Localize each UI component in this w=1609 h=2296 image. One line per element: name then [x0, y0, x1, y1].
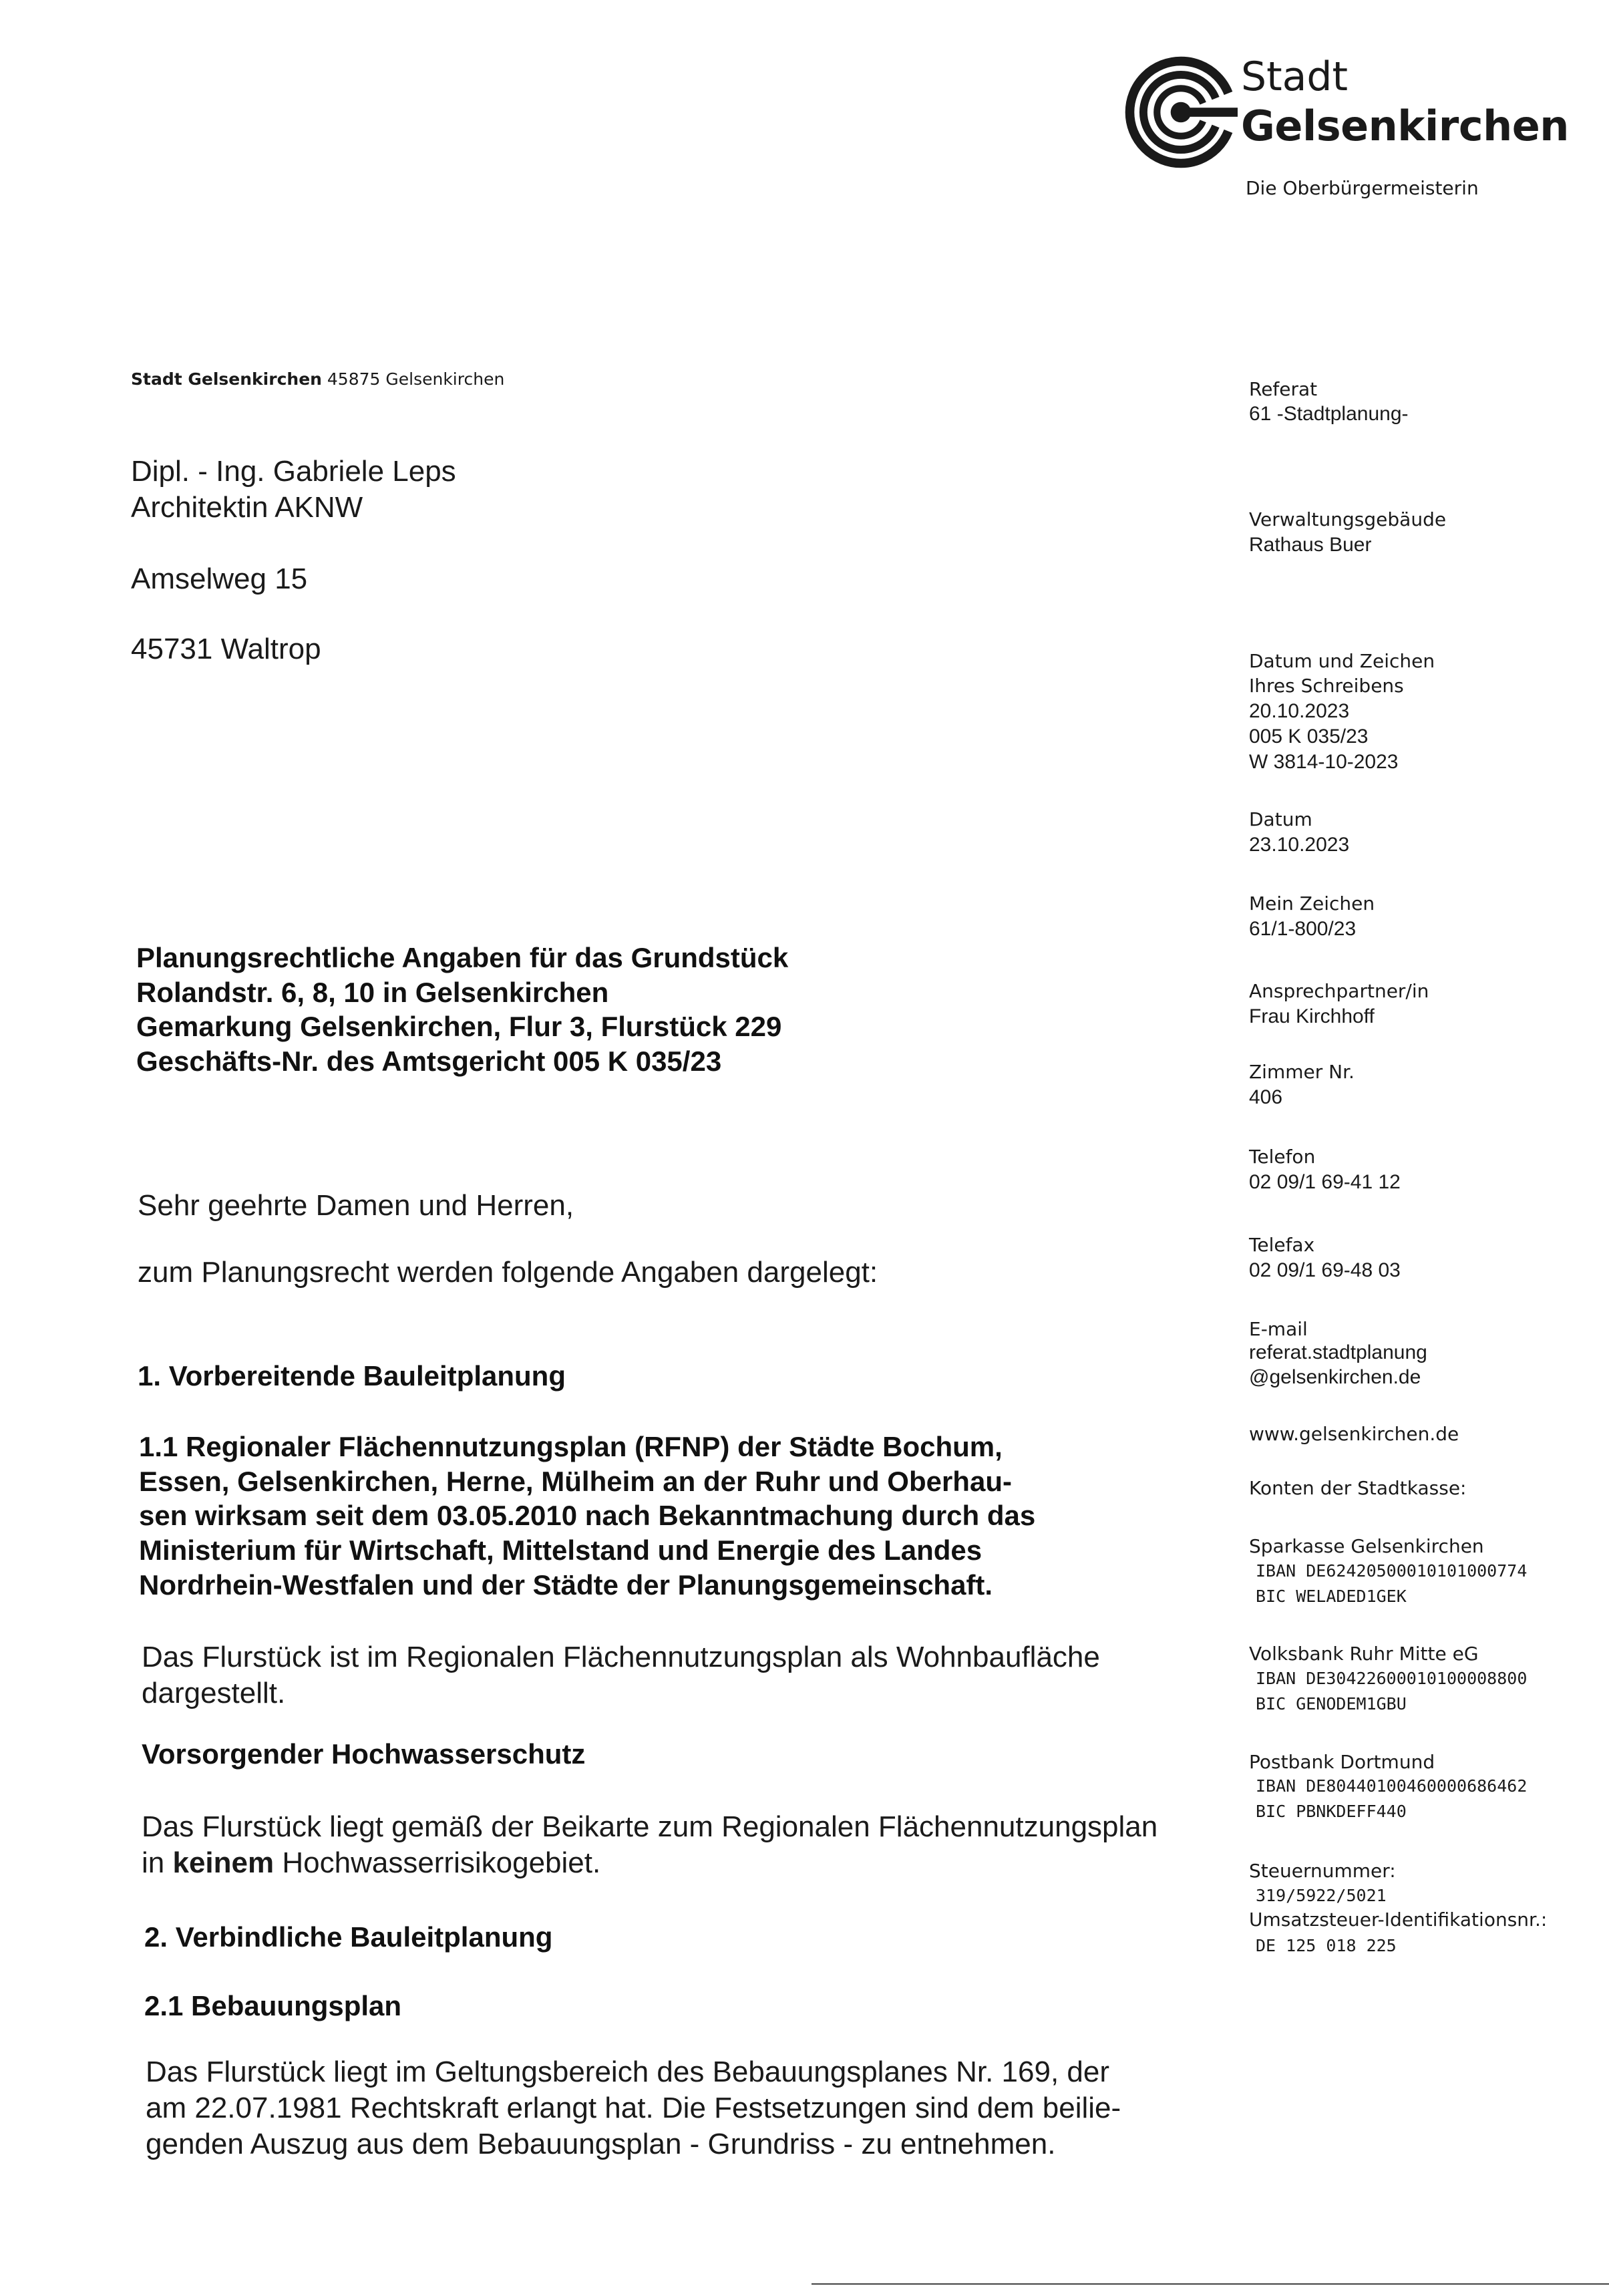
phone-value: 02 09/1 69-41 12: [1249, 1171, 1401, 1193]
bank3-iban: IBAN DE80440100460000686462: [1256, 1776, 1528, 1796]
recipient-city: 45731 Waltrop: [131, 633, 321, 665]
your-ref-1: 005 K 035/23: [1249, 725, 1369, 748]
bplan-line-1: Das Flurstück liegt im Geltungsbereich des Bebauungsplanes Nr. 169, der: [146, 2056, 1109, 2088]
footer-rule: [812, 2283, 1609, 2285]
tax-label: Steuernummer:: [1249, 1860, 1396, 1882]
bank3-bic: BIC PBNKDEFF440: [1256, 1802, 1407, 1821]
website: www.gelsenkirchen.de: [1249, 1423, 1459, 1445]
vat-value: DE 125 018 225: [1256, 1936, 1397, 1955]
flood-line-2-bold: keinem: [172, 1846, 275, 1880]
building-value: Rathaus Buer: [1249, 534, 1372, 556]
intro-text: zum Planungsrecht werden folgende Angaben dargelegt:: [138, 1256, 878, 1289]
email-label: E-mail: [1249, 1318, 1308, 1340]
section-1-1-line-1: 1.1 Regionaler Flächennutzungsplan (RFNP) der Städte Bochum,: [139, 1431, 1003, 1462]
bplan-paragraph: [146, 2054, 1121, 2162]
flood-line-2-pre: in: [142, 1846, 173, 1880]
section-2-title: 2. Verbindliche Bauleitplanung: [144, 1921, 553, 1953]
section-1-1-line-5: Nordrhein-Westfalen und der Städte der Planungsgemeinschaft.: [139, 1569, 993, 1601]
date-label: Datum: [1249, 808, 1312, 830]
sender-line: [131, 369, 504, 389]
contact-label: Ansprechpartner/in: [1249, 980, 1429, 1002]
flood-title: Vorsorgender Hochwasserschutz: [142, 1738, 586, 1770]
bank1-iban: IBAN DE62420500010101000774: [1256, 1561, 1528, 1581]
referat-value: 61 -Stadtplanung-: [1249, 403, 1409, 425]
subject-line-2: Rolandstr. 6, 8, 10 in Gelsenkirchen: [136, 976, 609, 1008]
email-value-1: referat.stadtplanung: [1249, 1341, 1427, 1363]
bank2-name: Volksbank Ruhr Mitte eG: [1249, 1643, 1479, 1665]
subject-block: [136, 941, 788, 1079]
accounts-label: Konten der Stadtkasse:: [1249, 1477, 1467, 1499]
rfnp-line-2: dargestellt.: [142, 1677, 286, 1710]
room-value: 406: [1249, 1086, 1283, 1108]
subject-line-3: Gemarkung Gelsenkirchen, Flur 3, Flurstück 229: [136, 1011, 782, 1043]
vat-label: Umsatzsteuer-Identifikationsnr.:: [1249, 1909, 1548, 1931]
city-logo-icon: [1124, 55, 1238, 169]
your-ref-label-2: Ihres Schreibens: [1249, 675, 1404, 697]
rfnp-paragraph: [142, 1639, 1100, 1711]
section-1-1-line-4: Ministerium für Wirtschaft, Mittelstand und Energie des Landes: [139, 1534, 982, 1566]
section-1-1-block: [139, 1430, 1035, 1602]
contact-value: Frau Kirchhoff: [1249, 1005, 1375, 1027]
office-title: Die Oberbürgermeisterin: [1246, 177, 1479, 199]
room-label: Zimmer Nr.: [1249, 1061, 1355, 1083]
rfnp-line-1: Das Flurstück ist im Regionalen Flächennutzungsplan als Wohnbaufläche: [142, 1641, 1100, 1673]
bank3-name: Postbank Dortmund: [1249, 1751, 1435, 1773]
referat-label: Referat: [1249, 378, 1318, 400]
sender-name: Stadt Gelsenkirchen: [131, 369, 322, 389]
my-ref-label: Mein Zeichen: [1249, 892, 1375, 915]
your-ref-label-1: Datum und Zeichen: [1249, 650, 1435, 672]
your-ref-2: W 3814-10-2023: [1249, 751, 1399, 773]
flood-line-1: Das Flurstück liegt gemäß der Beikarte zum Regionalen Flächennutzungsplan: [142, 1810, 1158, 1843]
phone-label: Telefon: [1249, 1146, 1316, 1168]
fax-label: Telefax: [1249, 1234, 1315, 1256]
bplan-line-2: am 22.07.1981 Rechtskraft erlangt hat. Die Festsetzungen sind dem beilie-: [146, 2092, 1121, 2125]
my-ref-value: 61/1-800/23: [1249, 918, 1357, 940]
bank2-iban: IBAN DE30422600010100008800: [1256, 1669, 1528, 1688]
bank1-name: Sparkasse Gelsenkirchen: [1249, 1535, 1484, 1557]
section-2-1-title: 2.1 Bebauungsplan: [144, 1990, 402, 2021]
building-label: Verwaltungsgebäude: [1249, 508, 1447, 530]
bplan-line-3: genden Auszug aus dem Bebauungsplan - Grundriss - zu entnehmen.: [146, 2128, 1056, 2161]
logo-text-stadt: Stadt: [1241, 53, 1348, 100]
tax-value: 319/5922/5021: [1256, 1886, 1387, 1905]
flood-line-2-post: Hochwasserrisikogebiet.: [274, 1846, 601, 1880]
flood-paragraph: [142, 1809, 1157, 1881]
section-1-1-line-3: sen wirksam seit dem 03.05.2010 nach Bekanntmachung durch das: [139, 1500, 1036, 1532]
email-value-2: @gelsenkirchen.de: [1249, 1366, 1421, 1388]
recipient-street: Amselweg 15: [131, 562, 308, 595]
section-1-1-line-2: Essen, Gelsenkirchen, Herne, Mülheim an der Ruhr und Oberhau-: [139, 1465, 1012, 1497]
recipient-name: Dipl. - Ing. Gabriele Leps: [131, 455, 456, 488]
subject-line-4: Geschäfts-Nr. des Amtsgericht 005 K 035/23: [136, 1045, 722, 1077]
salutation: Sehr geehrte Damen und Herren,: [138, 1189, 574, 1222]
sender-address: 45875 Gelsenkirchen: [327, 369, 505, 389]
bank2-bic: BIC GENODEM1GBU: [1256, 1694, 1407, 1713]
your-ref-date: 20.10.2023: [1249, 700, 1350, 722]
recipient-title: Architektin AKNW: [131, 491, 363, 524]
date-value: 23.10.2023: [1249, 834, 1350, 856]
section-1-title: 1. Vorbereitende Bauleitplanung: [138, 1360, 566, 1391]
subject-line-1: Planungsrechtliche Angaben für das Grundstück: [136, 942, 789, 973]
flood-line-2: [142, 1845, 1157, 1881]
fax-value: 02 09/1 69-48 03: [1249, 1259, 1401, 1281]
bank1-bic: BIC WELADED1GEK: [1256, 1587, 1407, 1606]
logo-text-city: Gelsenkirchen: [1241, 102, 1569, 150]
